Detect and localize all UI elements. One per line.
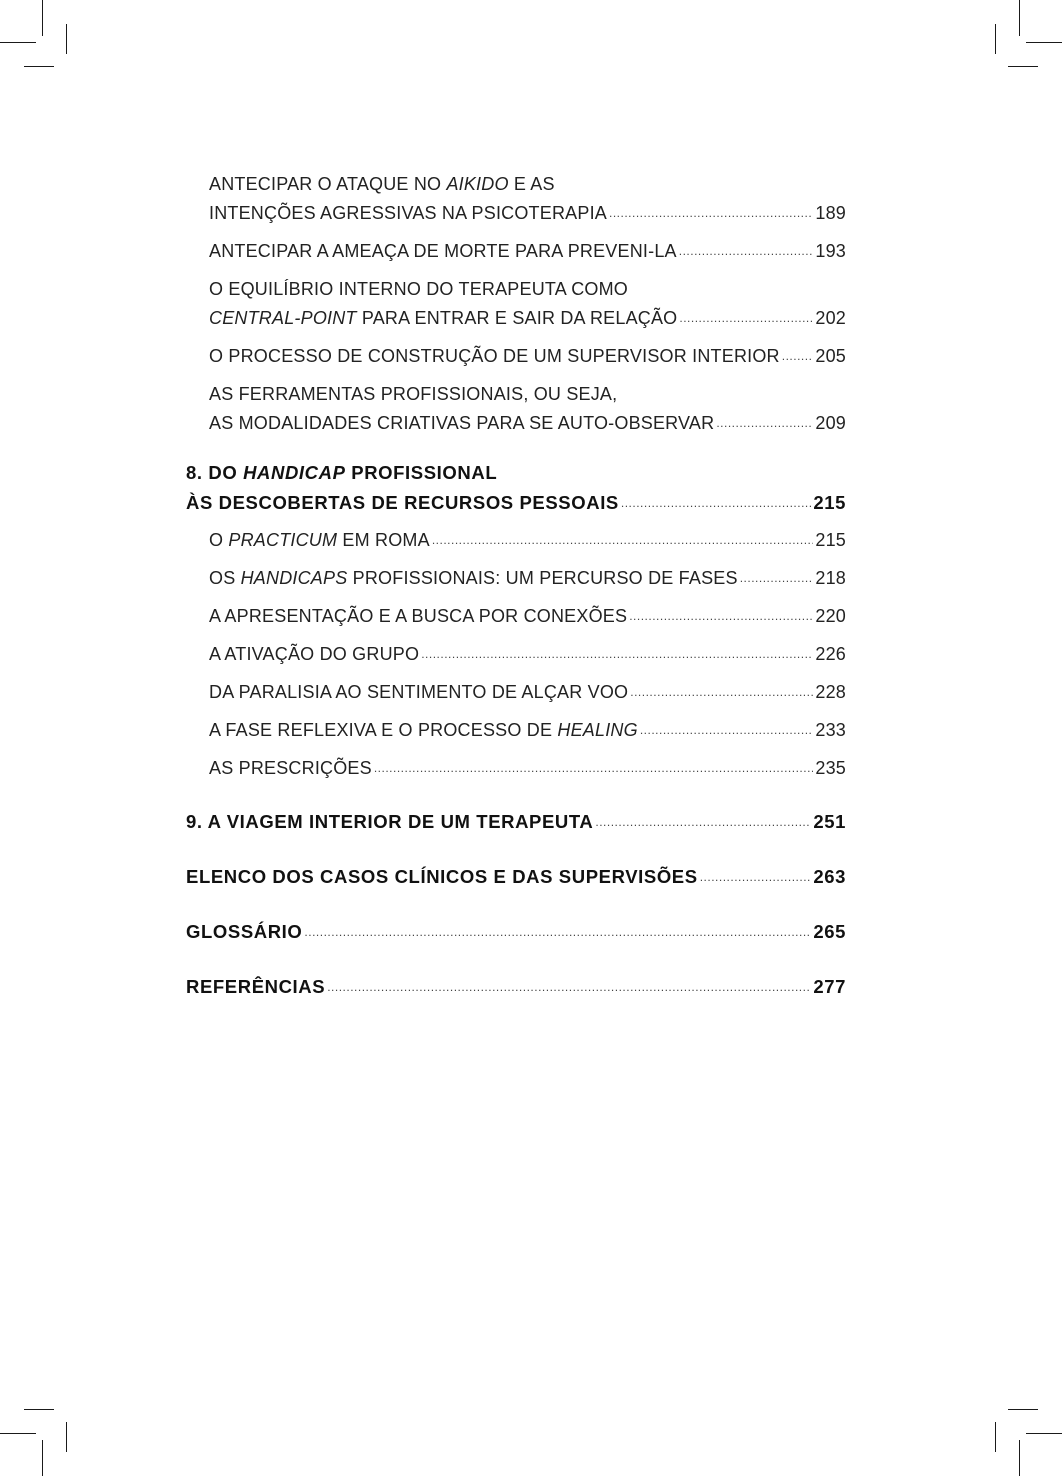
- crop-mark: [66, 24, 67, 54]
- page-number: 218: [815, 568, 846, 588]
- page-number: 189: [815, 203, 846, 223]
- page-number: 251: [813, 811, 846, 832]
- toc-entry[interactable]: AS FERRAMENTAS PROFISSIONAIS, OU SEJA, AS MODALIDADES CRIATIVAS PARA SE AUTO-OBSERVAR ..... 209: [209, 380, 846, 438]
- dot-leader: [432, 532, 814, 548]
- crop-mark: [1019, 1440, 1020, 1476]
- crop-mark: [1019, 0, 1020, 36]
- toc-entry[interactable]: O EQUILÍBRIO INTERNO DO TERAPEUTA COMO CENTRAL-POINT PARA ENTRAR E SAIR DA RELAÇÃO ..... 202: [209, 275, 846, 333]
- toc-entry[interactable]: ANTECIPAR O ATAQUE NO AIKIDO E AS INTENÇÕES AGRESSIVAS NA PSICOTERAPIA ..... 189: [209, 170, 846, 228]
- dot-leader: [679, 310, 813, 326]
- crop-mark: [42, 1440, 43, 1476]
- crop-mark: [1008, 1409, 1038, 1410]
- dot-leader: [595, 814, 811, 830]
- dot-leader: [374, 760, 814, 776]
- toc-entry[interactable]: A ATIVAÇÃO DO GRUPO ..... 226: [209, 640, 846, 669]
- page-number: 263: [813, 866, 846, 887]
- dot-leader: [740, 570, 814, 586]
- crop-mark: [1026, 1433, 1062, 1434]
- dot-leader: [782, 348, 814, 364]
- toc-entry[interactable]: ANTECIPAR A AMEAÇA DE MORTE PARA PREVENI-LA ..... 193: [209, 237, 846, 266]
- dot-leader: [629, 608, 813, 624]
- dot-leader: [304, 924, 811, 940]
- page-number: 265: [813, 921, 846, 942]
- crop-mark: [24, 66, 54, 67]
- dot-leader: [640, 722, 814, 738]
- toc-entry[interactable]: A APRESENTAÇÃO E A BUSCA POR CONEXÕES ..... 220: [209, 602, 846, 631]
- page-number: 209: [815, 413, 846, 433]
- crop-mark: [66, 1422, 67, 1452]
- page-number: 215: [813, 492, 846, 513]
- crop-mark: [1026, 42, 1062, 43]
- page-number: 235: [815, 758, 846, 778]
- toc-entry[interactable]: O PRACTICUM EM ROMA ..... 215: [209, 526, 846, 555]
- crop-mark: [24, 1409, 54, 1410]
- dot-leader: [679, 243, 814, 259]
- page-number: 215: [815, 530, 846, 550]
- dot-leader: [621, 495, 811, 511]
- toc-entry[interactable]: AS PRESCRIÇÕES ..... 235: [209, 754, 846, 783]
- crop-mark: [42, 0, 43, 36]
- page-number: 205: [815, 346, 846, 366]
- toc-chapter[interactable]: 9. A VIAGEM INTERIOR DE UM TERAPEUTA ..... 251: [186, 807, 846, 837]
- page-number: 202: [815, 308, 846, 328]
- toc-entry[interactable]: DA PARALISIA AO SENTIMENTO DE ALÇAR VOO ..... 228: [209, 678, 846, 707]
- toc-entry[interactable]: O PROCESSO DE CONSTRUÇÃO DE UM SUPERVISOR INTERIOR ..... 205: [209, 342, 846, 371]
- dot-leader: [609, 205, 813, 221]
- crop-mark: [995, 24, 996, 54]
- dot-leader: [421, 646, 813, 662]
- toc-entry[interactable]: OS HANDICAPS PROFISSIONAIS: UM PERCURSO DE FASES ..... 218: [209, 564, 846, 593]
- crop-mark: [1008, 66, 1038, 67]
- dot-leader: [700, 869, 812, 885]
- page-number: 220: [815, 606, 846, 626]
- toc-chapter[interactable]: GLOSSÁRIO ..... 265: [186, 917, 846, 947]
- table-of-contents: [186, 170, 846, 1002]
- page-number: 226: [815, 644, 846, 664]
- crop-mark: [0, 42, 36, 43]
- page-number: 277: [813, 976, 846, 997]
- toc-chapter[interactable]: REFERÊNCIAS ..... 277: [186, 972, 846, 1002]
- crop-mark: [0, 1433, 36, 1434]
- toc-chapter[interactable]: ELENCO DOS CASOS CLÍNICOS E DAS SUPERVISÕES ..... 263: [186, 862, 846, 892]
- dot-leader: [630, 684, 813, 700]
- toc-chapter[interactable]: 8. DO HANDICAP PROFISSIONAL ÀS DESCOBERTAS DE RECURSOS PESSOAIS ..... 215: [186, 458, 846, 518]
- page-number: 233: [815, 720, 846, 740]
- dot-leader: [716, 415, 813, 431]
- page-number: 193: [815, 241, 846, 261]
- crop-mark: [995, 1422, 996, 1452]
- toc-entry[interactable]: A FASE REFLEXIVA E O PROCESSO DE HEALING ..... 233: [209, 716, 846, 745]
- dot-leader: [327, 979, 811, 995]
- page-number: 228: [815, 682, 846, 702]
